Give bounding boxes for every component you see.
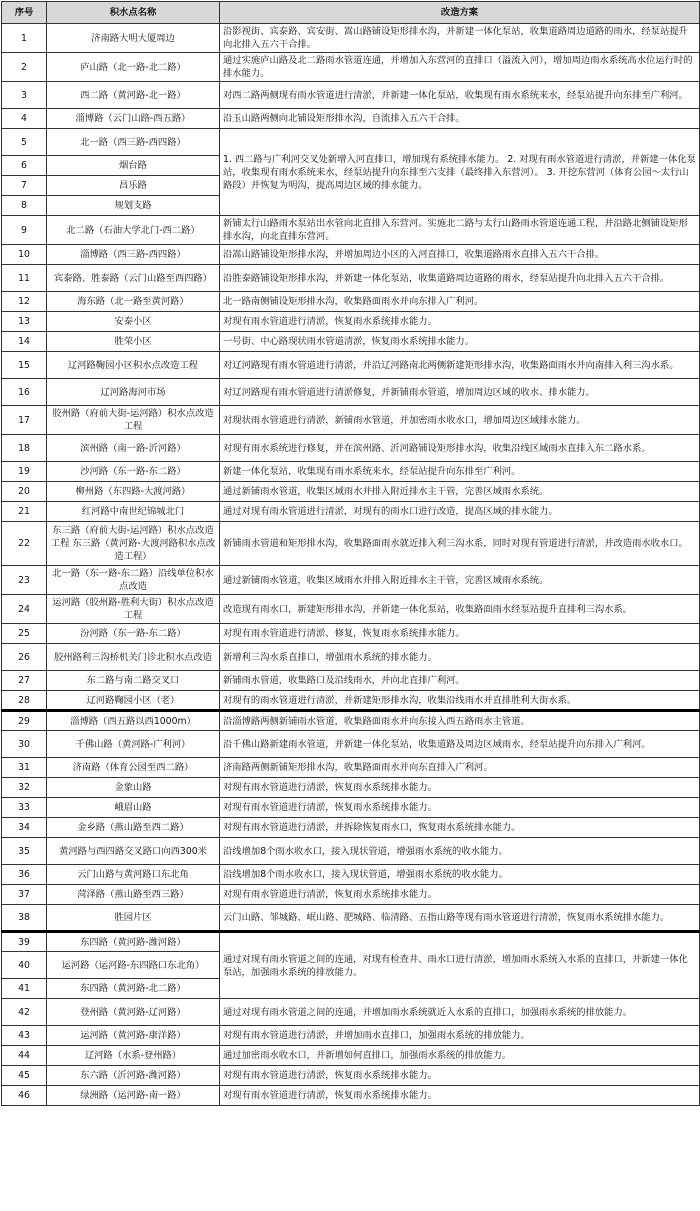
table-row bbox=[2, 379, 700, 406]
merged-plan-cell: 通过对现有雨水管道之间的连通，对现有检查井、雨水口进行清淤，增加雨水系统入水系的直排口，并新建一体化泵站，加强雨水系统的排放能力。 bbox=[220, 932, 700, 999]
row-number: 22 bbox=[2, 522, 47, 566]
table-row bbox=[2, 885, 700, 905]
location-name: 烟台路 bbox=[47, 156, 220, 176]
location-name: 东二路与南二路交叉口 bbox=[47, 671, 220, 691]
plan-cell: 对西二路两侧现有雨水管道进行清淤，并新建一体化泵站，收集现有雨水系统来水，经泵站提升向东排至广利河。 bbox=[220, 82, 700, 109]
row-number: 6 bbox=[2, 156, 47, 176]
location-name: 东六路（沂河路-潍河路） bbox=[47, 1066, 220, 1086]
location-name: 宾泰路、胜泰路（云门山路至西四路） bbox=[47, 265, 220, 292]
plan-cell: 通过新铺雨水管道，收集区域雨水并排入附近排水主干管，完善区域雨水系统。 bbox=[220, 566, 700, 595]
table-row bbox=[2, 53, 700, 82]
plan-cell: 北一路南侧铺设矩形排水沟，收集路面雨水并向东排入广利河。 bbox=[220, 292, 700, 312]
table-row bbox=[2, 482, 700, 502]
location-name: 安泰小区 bbox=[47, 312, 220, 332]
plan-cell: 新铺太行山路雨水泵站出水管向北直排入东营河。实施北二路与太行山路雨水管道连通工程，并沿路北侧铺设矩形排水沟，向北直排东营河。 bbox=[220, 216, 700, 245]
row-number: 23 bbox=[2, 566, 47, 595]
row-number: 9 bbox=[2, 216, 47, 245]
location-name: 北一路（西三路-西四路） bbox=[47, 129, 220, 156]
table-row bbox=[2, 435, 700, 462]
table-row bbox=[2, 671, 700, 691]
table-row bbox=[2, 566, 700, 595]
plan-cell: 沿胜泰路铺设矩形排水沟，并新建一体化泵站，收集道路周边道路的雨水，经泵站提升向北排入五六干合排。 bbox=[220, 265, 700, 292]
plan-cell: 新建一体化泵站，收集现有雨水系统来水，经泵站提升向东排至广利河。 bbox=[220, 462, 700, 482]
plan-cell: 沿影视街、宾泰路、宾安街、嵩山路铺设矩形排水沟，并新建一体化泵站，收集道路周边道路的雨水，经泵站提升向北排入五六干合排。 bbox=[220, 24, 700, 53]
table-row bbox=[2, 462, 700, 482]
table-row bbox=[2, 312, 700, 332]
header-no: 序号 bbox=[2, 2, 47, 24]
location-name: 北二路（石油大学北门-西二路） bbox=[47, 216, 220, 245]
table-row bbox=[2, 644, 700, 671]
table-row bbox=[2, 129, 700, 156]
plan-cell: 沿淄博路两侧新铺雨水管道，收集路面雨水并向东接入西五路雨水主管道。 bbox=[220, 711, 700, 731]
table-row bbox=[2, 1066, 700, 1086]
location-name: 胶州路利三沟桥机关门诊北积水点改造 bbox=[47, 644, 220, 671]
location-name: 滨州路（南一路-沂河路） bbox=[47, 435, 220, 462]
plan-cell: 通过加密雨水收水口，并新增如何直排口，加强雨水系统的排放能力。 bbox=[220, 1046, 700, 1066]
table-row bbox=[2, 265, 700, 292]
location-name: 登州路（黄河路-辽河路） bbox=[47, 999, 220, 1026]
location-name: 东四路（黄河路-北二路） bbox=[47, 979, 220, 999]
table-row bbox=[2, 1026, 700, 1046]
plan-cell: 新增利三沟水系直排口，增强雨水系统的排水能力。 bbox=[220, 644, 700, 671]
table-row bbox=[2, 502, 700, 522]
location-name: 千佛山路（黄河路-广利河） bbox=[47, 731, 220, 758]
table-row bbox=[2, 352, 700, 379]
plan-cell: 对现有雨水管道进行清淤，恢复雨水系统排水能力。 bbox=[220, 1066, 700, 1086]
table-row bbox=[2, 82, 700, 109]
location-name: 云门山路与黄河路口东北角 bbox=[47, 865, 220, 885]
location-name: 菏泽路（燕山路至西三路） bbox=[47, 885, 220, 905]
row-number: 46 bbox=[2, 1086, 47, 1106]
location-name: 金象山路 bbox=[47, 778, 220, 798]
plan-cell: 对现有雨水管道进行清淤、修复，恢复雨水系统排水能力。 bbox=[220, 624, 700, 644]
location-name: 辽河路鞠园小区积水点改造工程 bbox=[47, 352, 220, 379]
plan-cell: 对现有雨水管道进行清淤，恢复雨水系统排水能力。 bbox=[220, 778, 700, 798]
table-row bbox=[2, 731, 700, 758]
plan-cell: 新铺雨水管道和矩形排水沟，收集路面雨水就近排入利三沟水系，同时对现有管道进行清淤，并改造雨水收水口。 bbox=[220, 522, 700, 566]
plan-cell: 通过实施庐山路及北二路雨水管道连通，并增加入东营河的直排口（溢流入河），增加周边雨水系统高水位运行时的排水能力。 bbox=[220, 53, 700, 82]
table-row bbox=[2, 778, 700, 798]
location-name: 汾河路（东一路-东二路） bbox=[47, 624, 220, 644]
location-name: 庐山路（北一路-北二路） bbox=[47, 53, 220, 82]
table-body bbox=[2, 24, 700, 1106]
plan-cell: 沿嵩山路铺设矩形排水沟，并增加周边小区的入河直排口，收集道路雨水直排入五六干合排。 bbox=[220, 245, 700, 265]
location-name: 黄河路与西四路交叉路口向西300米 bbox=[47, 838, 220, 865]
plan-cell: 对现有雨水管道进行清淤，恢复雨水系统排水能力。 bbox=[220, 312, 700, 332]
plan-cell: 通过对现有雨水管道进行清淤，对现有的雨水口进行改造，提高区域的排水能力。 bbox=[220, 502, 700, 522]
plan-cell: 对现有雨水管道进行清淤，恢复雨水系统排水能力。 bbox=[220, 1086, 700, 1106]
row-number: 35 bbox=[2, 838, 47, 865]
row-number: 16 bbox=[2, 379, 47, 406]
row-number: 2 bbox=[2, 53, 47, 82]
row-number: 40 bbox=[2, 952, 47, 979]
table-row bbox=[2, 932, 700, 952]
header-plan: 改造方案 bbox=[220, 2, 700, 24]
plan-cell: 对现有雨水管道进行清淤，并增加雨水直排口，加强雨水系统的排放能力。 bbox=[220, 1026, 700, 1046]
row-number: 21 bbox=[2, 502, 47, 522]
plan-cell: 沿线增加8个雨水收水口，接入现状管道，增强雨水系统的收水能力。 bbox=[220, 838, 700, 865]
plan-cell: 沿玉山路两侧向北铺设矩形排水沟，自流排入五六干合排。 bbox=[220, 109, 700, 129]
table-row bbox=[2, 292, 700, 312]
plan-cell: 对现有的雨水管道进行清淤，并新建矩形排水沟，收集沿线雨水并直排胜利大街水系。 bbox=[220, 691, 700, 711]
row-number: 39 bbox=[2, 932, 47, 952]
table-row bbox=[2, 818, 700, 838]
location-name: 红河路中南世纪锦城北门 bbox=[47, 502, 220, 522]
row-number: 38 bbox=[2, 905, 47, 932]
row-number: 4 bbox=[2, 109, 47, 129]
row-number: 8 bbox=[2, 196, 47, 216]
table-row bbox=[2, 109, 700, 129]
table-row bbox=[2, 595, 700, 624]
row-number: 14 bbox=[2, 332, 47, 352]
table-row bbox=[2, 838, 700, 865]
location-name: 济南路大明大厦周边 bbox=[47, 24, 220, 53]
table-row bbox=[2, 522, 700, 566]
location-name: 辽河路鞠园小区（老） bbox=[47, 691, 220, 711]
row-number: 20 bbox=[2, 482, 47, 502]
location-name: 辽河路海河市场 bbox=[47, 379, 220, 406]
location-name: 运河路（胶州路-胜利大街）积水点改造工程 bbox=[47, 595, 220, 624]
location-name: 昌乐路 bbox=[47, 176, 220, 196]
row-number: 1 bbox=[2, 24, 47, 53]
plan-cell: 对辽河路现有雨水管道进行清淤，并沿辽河路南北两侧新建矩形排水沟，收集路面雨水并向南排入利三沟水系。 bbox=[220, 352, 700, 379]
row-number: 19 bbox=[2, 462, 47, 482]
location-name: 绿洲路（运河路-南一路） bbox=[47, 1086, 220, 1106]
table-row bbox=[2, 999, 700, 1026]
location-name: 北一路（东一路-东二路）沿线单位积水点改造 bbox=[47, 566, 220, 595]
table-row bbox=[2, 245, 700, 265]
row-number: 37 bbox=[2, 885, 47, 905]
plan-cell: 对现有雨水管道进行清淤，恢复雨水系统排水能力。 bbox=[220, 885, 700, 905]
location-name: 运河路（黄河路-康洋路） bbox=[47, 1026, 220, 1046]
location-name: 淄博路（云门山路-西五路） bbox=[47, 109, 220, 129]
table-row bbox=[2, 406, 700, 435]
location-name: 辽河路（水系-登州路） bbox=[47, 1046, 220, 1066]
table-row bbox=[2, 624, 700, 644]
header-name: 积水点名称 bbox=[47, 2, 220, 24]
plan-cell: 通过新铺雨水管道，收集区域雨水并排入附近排水主干管，完善区域雨水系统。 bbox=[220, 482, 700, 502]
table-header-row bbox=[2, 2, 700, 24]
row-number: 30 bbox=[2, 731, 47, 758]
row-number: 3 bbox=[2, 82, 47, 109]
waterlogging-table bbox=[1, 1, 700, 1106]
table-row bbox=[2, 1086, 700, 1106]
table-row bbox=[2, 1046, 700, 1066]
row-number: 7 bbox=[2, 176, 47, 196]
table-row bbox=[2, 216, 700, 245]
plan-cell: 对辽河路现有雨水管道进行清淤修复，并新铺雨水管道，增加周边区域的收水、排水能力。 bbox=[220, 379, 700, 406]
row-number: 17 bbox=[2, 406, 47, 435]
plan-cell: 对现有雨水管道进行清淤，恢复雨水系统排水能力。 bbox=[220, 798, 700, 818]
table-row bbox=[2, 865, 700, 885]
row-number: 32 bbox=[2, 778, 47, 798]
row-number: 43 bbox=[2, 1026, 47, 1046]
plan-cell: 新铺雨水管道，收集路口及沿线雨水，并向北直排广利河。 bbox=[220, 671, 700, 691]
plan-cell: 济南路两侧新铺矩形排水沟，收集路面雨水并向东直排入广利河。 bbox=[220, 758, 700, 778]
row-number: 36 bbox=[2, 865, 47, 885]
plan-cell: 通过对现有雨水管道之间的连通，并增加雨水系统就近入水系的直排口，加强雨水系统的排放能力。 bbox=[220, 999, 700, 1026]
row-number: 33 bbox=[2, 798, 47, 818]
row-number: 27 bbox=[2, 671, 47, 691]
plan-cell: 改造现有雨水口，新建矩形排水沟，并新建一体化泵站，收集路面雨水经泵站提升直排利三沟水系。 bbox=[220, 595, 700, 624]
row-number: 25 bbox=[2, 624, 47, 644]
row-number: 31 bbox=[2, 758, 47, 778]
location-name: 淄博路（西三路-西四路） bbox=[47, 245, 220, 265]
row-number: 29 bbox=[2, 711, 47, 731]
row-number: 18 bbox=[2, 435, 47, 462]
plan-cell: 对现有雨水管道进行清淤，并拆除恢复雨水口，恢复雨水系统排水能力。 bbox=[220, 818, 700, 838]
table-row bbox=[2, 332, 700, 352]
plan-cell: 沿千佛山路新建雨水管道，并新建一体化泵站，收集道路及周边区域雨水，经泵站提升向东排入广利河。 bbox=[220, 731, 700, 758]
row-number: 28 bbox=[2, 691, 47, 711]
location-name: 西二路（黄河路-北一路） bbox=[47, 82, 220, 109]
row-number: 13 bbox=[2, 312, 47, 332]
location-name: 胶州路（府前大街-运河路）积水点改造工程 bbox=[47, 406, 220, 435]
location-name: 济南路（体育公园至西二路） bbox=[47, 758, 220, 778]
row-number: 12 bbox=[2, 292, 47, 312]
row-number: 45 bbox=[2, 1066, 47, 1086]
location-name: 沙河路（东一路-东二路） bbox=[47, 462, 220, 482]
row-number: 41 bbox=[2, 979, 47, 999]
location-name: 峨眉山路 bbox=[47, 798, 220, 818]
location-name: 海东路（北一路至黄河路） bbox=[47, 292, 220, 312]
location-name: 运河路（运河路-东四路口东北角） bbox=[47, 952, 220, 979]
row-number: 10 bbox=[2, 245, 47, 265]
location-name: 胜荣小区 bbox=[47, 332, 220, 352]
location-name: 规划支路 bbox=[47, 196, 220, 216]
location-name: 金乡路（燕山路至西二路） bbox=[47, 818, 220, 838]
merged-plan-cell: 1. 西二路与广利河交叉处新增入河直排口，增加现有系统排水能力。 2. 对现有雨水管道进行清淤，并新建一体化泵站，收集现有雨水系统来水，经泵站提升向东排至六支排（最终排入东营河）。 3. 开挖东营河（体育公园～太行山路段）并恢复为明沟，提高周边区域的排水能力。 bbox=[220, 129, 700, 216]
table-row bbox=[2, 758, 700, 778]
row-number: 24 bbox=[2, 595, 47, 624]
table-row bbox=[2, 798, 700, 818]
table-row bbox=[2, 711, 700, 731]
table-row bbox=[2, 905, 700, 932]
table-row bbox=[2, 691, 700, 711]
row-number: 44 bbox=[2, 1046, 47, 1066]
row-number: 5 bbox=[2, 129, 47, 156]
row-number: 11 bbox=[2, 265, 47, 292]
location-name: 胜园片区 bbox=[47, 905, 220, 932]
table-row bbox=[2, 24, 700, 53]
plan-cell: 对现有雨水系统进行修复，并在滨州路、沂河路铺设矩形排水沟，收集沿线区域雨水直排入东二路水系。 bbox=[220, 435, 700, 462]
location-name: 淄博路（西五路以西1000m） bbox=[47, 711, 220, 731]
plan-cell: 云门山路、邹城路、岷山路、肥城路、临清路、五指山路等现有雨水管道进行清淤，恢复雨水系统排水能力。 bbox=[220, 905, 700, 932]
plan-cell: 对现状雨水管道进行清淤，新铺雨水管道，并加密雨水收水口，增加周边区域排水能力。 bbox=[220, 406, 700, 435]
location-name: 东四路（黄河路-潍河路） bbox=[47, 932, 220, 952]
plan-cell: 沿线增加8个雨水收水口，接入现状管道，增强雨水系统的收水能力。 bbox=[220, 865, 700, 885]
location-name: 东三路（府前大街-运河路）积水点改造工程 东三路（黄河路-大渡河路积水点改造工程） bbox=[47, 522, 220, 566]
plan-cell: 一号街、中心路现状雨水管道清淤，恢复雨水系统排水能力。 bbox=[220, 332, 700, 352]
row-number: 15 bbox=[2, 352, 47, 379]
location-name: 柳州路（东四路-大渡河路） bbox=[47, 482, 220, 502]
row-number: 26 bbox=[2, 644, 47, 671]
row-number: 42 bbox=[2, 999, 47, 1026]
row-number: 34 bbox=[2, 818, 47, 838]
